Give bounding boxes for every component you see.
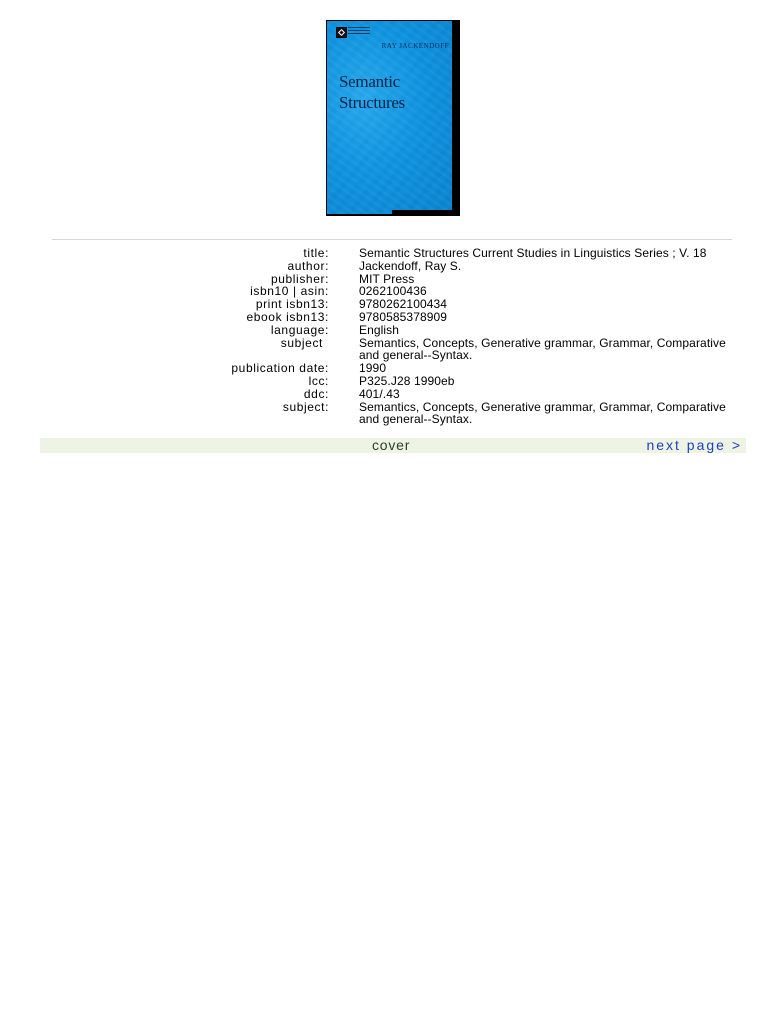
- lcc-value: P325.J28 1990eb: [359, 373, 455, 388]
- isbn10-value: 0262100436: [359, 284, 427, 299]
- print-isbn13-label: print isbn13:: [255, 297, 329, 312]
- language-value: English: [359, 322, 400, 337]
- publisher-series-mark: [348, 27, 370, 36]
- meta-row-title: [0, 247, 768, 260]
- print-isbn13-value: 9780262100434: [359, 297, 448, 312]
- page-navigation-bar: [40, 438, 746, 453]
- author-label: author:: [287, 258, 329, 273]
- meta-row-ddc: [0, 388, 768, 401]
- subject-2-label: subject:: [282, 399, 329, 414]
- subject-value: Semantics, Concepts, Generative grammar, Grammar, Comparative and general--Syntax.: [359, 335, 726, 363]
- author-value: Jackendoff, Ray S.: [359, 258, 462, 273]
- ddc-label: ddc:: [303, 386, 329, 401]
- cover-title: [339, 71, 449, 113]
- isbn10-label: isbn10 | asin:: [250, 284, 329, 299]
- divider: [52, 239, 732, 240]
- ebook-isbn13-label: ebook isbn13:: [246, 309, 329, 324]
- cover-title-line1: Semantic: [339, 72, 400, 91]
- meta-row-lcc: [0, 375, 768, 388]
- title-value: Semantic Structures Current Studies in Linguistics Series ; V. 18: [359, 246, 707, 260]
- lcc-label: lcc:: [308, 373, 329, 388]
- publisher-label: publisher:: [270, 271, 329, 286]
- meta-row-subject-2: [0, 401, 768, 427]
- meta-row-subject: [0, 337, 768, 363]
- meta-row-author: [0, 260, 768, 273]
- cover-face: [327, 21, 452, 214]
- cover-title-line2: Structures: [339, 93, 405, 112]
- cover-author: RAY JACKENDOFF: [381, 42, 449, 50]
- publisher-value: MIT Press: [359, 271, 415, 286]
- subject-2-value: Semantics, Concepts, Generative grammar, Grammar, Comparative and general--Syntax.: [359, 399, 726, 427]
- ddc-value: 401/.43: [359, 386, 400, 401]
- publication-date-value: 1990: [359, 361, 387, 376]
- book-cover-image: [326, 20, 460, 216]
- title-label: title:: [303, 246, 329, 260]
- language-label: language:: [270, 322, 329, 337]
- ebook-isbn13-value: 9780585378909: [359, 309, 448, 324]
- current-page-label: cover: [372, 437, 411, 453]
- book-metadata: [0, 247, 768, 426]
- next-page-link[interactable]: next page >: [646, 437, 742, 453]
- meta-row-ebook-isbn13: [0, 311, 768, 324]
- subject-label: subject: [280, 335, 323, 350]
- publisher-logo-icon: [336, 27, 347, 38]
- cover-bottom-strip: [392, 210, 460, 216]
- publication-date-label: publication date:: [231, 361, 329, 376]
- meta-row-language: [0, 324, 768, 337]
